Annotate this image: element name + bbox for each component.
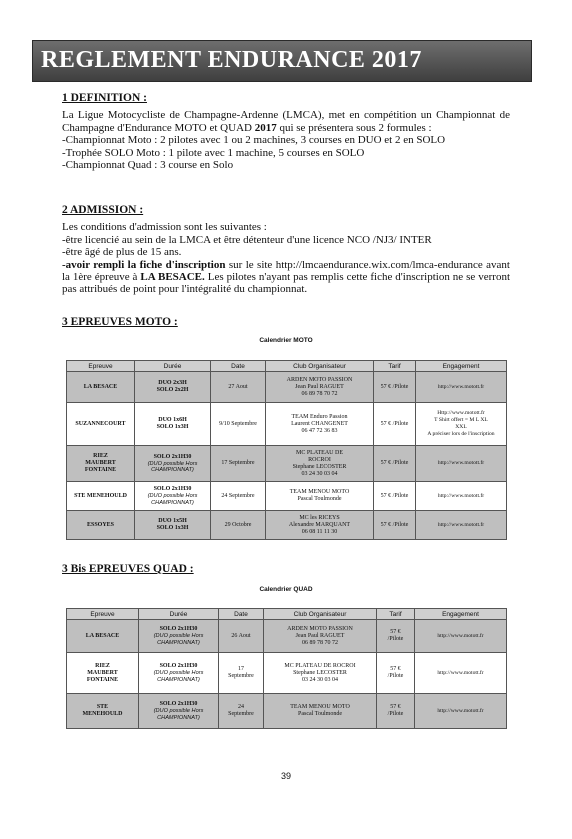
duree-note: (DUO possible Hors: [153, 633, 204, 640]
definition-intro: La Ligue Motocycliste de Champagne-Ardenne (LMCA), met en compétition un Championnat de Champagne d'Endurance MOTO et QUAD 2017 qui se présentera sous 2 formules :: [62, 109, 510, 134]
header-epreuve: Epreuve: [67, 361, 135, 372]
cell-engagement[interactable]: [416, 372, 507, 403]
cell-club-line: 06 47 72 36 83: [301, 427, 338, 434]
duree-note: (DUO possible Hors: [153, 708, 204, 715]
table-row: [67, 694, 507, 729]
cell-engagement-line: http://www.motott.fr: [437, 669, 484, 676]
cell-tarif: [377, 620, 415, 653]
duree-note: (DUO possible Hors: [147, 493, 198, 500]
header-epreuve: Epreuve: [67, 609, 139, 620]
duree-note: (DUO possible Hors: [147, 460, 198, 467]
moto-table-title: Calendrier MOTO: [259, 337, 313, 344]
definition-item: -Championnat Moto : 2 pilotes avec 1 ou 2 machines, 3 courses en DUO et 2 en SOLO: [62, 134, 446, 147]
cell-club-line: Stephane LECOSTER: [292, 463, 347, 470]
cell-club-line: TEAM MENOU MOTO: [290, 704, 350, 710]
cell-epreuve-line: MAUBERT: [85, 460, 116, 466]
header-tarif: Tarif: [374, 361, 416, 372]
cell-tarif-line: 57 € /Pilote: [380, 460, 409, 466]
cell-epreuve-line: ESSOYES: [86, 521, 114, 528]
cell-epreuve-line: MAUBERT: [87, 669, 118, 676]
cell-duree: [139, 620, 219, 653]
cell-epreuve-line: FONTAINE: [84, 467, 117, 473]
cell-epreuve: [67, 482, 135, 511]
cell-duree: [135, 372, 211, 403]
cell-date: [211, 511, 266, 540]
cell-duree: [139, 694, 219, 729]
cell-tarif: [377, 694, 415, 729]
cell-tarif: [374, 446, 416, 482]
admission-fiche: -avoir rempli la fiche d'inscription sur le site http://lmcaendurance.wix.com/lmca-endurance avant la 1ère épreuve à LA BESACE. Les pilotes n'ayant pas remplis cette fiche d'inscription ne se verront pas attribués de point pour l'intégralité du championnat.: [62, 258, 511, 296]
cell-club-line: Alexandre MARQUANT: [288, 521, 351, 528]
cell-club-line: Pascal Toulmonde: [298, 711, 342, 717]
cell-epreuve-line: RIEZ: [93, 453, 108, 459]
cell-engagement-line: XXL: [455, 424, 467, 430]
header-engagement: Engagement: [415, 609, 507, 620]
header-tarif: Tarif: [377, 609, 415, 620]
cell-epreuve-line: MENEHOULD: [82, 711, 123, 717]
cell-duree-line: SOLO 1x3H: [156, 525, 189, 531]
admission-line: -être âgé de plus de 15 ans.: [62, 246, 182, 259]
cell-club-line: ARDEN MOTO PASSION: [287, 625, 353, 632]
cell-epreuve-line: RIEZ: [95, 662, 110, 669]
cell-tarif-line: 57 €: [390, 629, 401, 635]
cell-duree-line: SOLO 2x1H30: [159, 701, 198, 708]
cell-club-line: MC les RICEYS: [299, 514, 340, 521]
definition-section: [62, 92, 510, 171]
table-header-row: [67, 361, 507, 372]
cell-tarif-line: 57 €: [390, 704, 401, 710]
cell-club: [266, 482, 374, 511]
cell-epreuve: [67, 446, 135, 482]
cell-date-line: 24: [238, 704, 244, 710]
moto-section: [62, 316, 510, 333]
cell-club-line: 03 24 30 03 04: [302, 676, 338, 683]
duree-note: CHAMPIONNAT): [157, 639, 200, 646]
cell-date-line: 24 Septembre: [221, 492, 255, 499]
cell-club-line: TEAM Enduro Passion: [291, 413, 348, 420]
duree-note: CHAMPIONNAT): [151, 467, 194, 473]
header-date: Date: [211, 361, 266, 372]
cell-engagement-line: http://www.motott.fr: [437, 460, 485, 466]
cell-date-line: 9/10 Septembre: [219, 420, 257, 427]
quad-table-title: Calendrier QUAD: [259, 586, 313, 593]
cell-date-line: 29 Octobre: [224, 521, 252, 528]
cell-club-line: 06 89 78 70 72: [301, 390, 338, 397]
cell-tarif-line: 57 € /Pilote: [380, 420, 409, 427]
cell-club-line: MC PLATEAU DE ROCROI: [284, 662, 356, 669]
table-row: [67, 403, 507, 446]
cell-engagement[interactable]: [416, 511, 507, 540]
cell-club: [266, 403, 374, 446]
cell-duree-line: SOLO 1x3H: [156, 424, 189, 430]
cell-engagement[interactable]: [415, 620, 507, 653]
cell-epreuve-line: STE: [96, 704, 109, 710]
cell-tarif: [377, 653, 415, 694]
cell-tarif-line: /Pilote: [387, 636, 404, 642]
cell-epreuve-line: LA BESACE: [83, 383, 118, 390]
cell-date-line: 17 Septembre: [221, 460, 255, 466]
cell-date-line: Septembre: [228, 673, 254, 679]
cell-duree-line: DUO 2x3H: [158, 380, 187, 386]
cell-epreuve: [67, 620, 139, 653]
cell-club-line: Jean Paul RAGUET: [295, 632, 345, 639]
cell-club-line: 06 08 11 11 30: [301, 528, 338, 535]
cell-duree: [135, 446, 211, 482]
cell-date: [219, 694, 264, 729]
cell-engagement-line: http://www.motott.fr: [437, 492, 485, 499]
cell-date: [211, 446, 266, 482]
table-row: [67, 511, 507, 540]
cell-engagement[interactable]: [416, 482, 507, 511]
header-date: Date: [219, 609, 264, 620]
cell-tarif-line: 57 € /Pilote: [380, 521, 409, 528]
cell-club-line: MC PLATEAU DE: [295, 449, 343, 456]
quad-section: [62, 563, 510, 580]
cell-club-line: ARDEN MOTO PASSION: [286, 376, 353, 383]
cell-tarif: [374, 482, 416, 511]
table-row: [67, 372, 507, 403]
duree-note: CHAMPIONNAT): [157, 676, 200, 683]
cell-engagement-line: http://www.motott.fr: [437, 707, 484, 714]
quad-calendar-table: [66, 608, 507, 729]
cell-club: [264, 694, 377, 729]
cell-epreuve-line: STE MENEHOULD: [74, 492, 127, 499]
admission-heading: 2 ADMISSION :: [62, 204, 144, 216]
duree-note: CHAMPIONNAT): [151, 499, 194, 506]
cell-date-line: 17: [238, 666, 244, 672]
header-duree: Durée: [135, 361, 211, 372]
cell-tarif: [374, 403, 416, 446]
cell-club: [266, 372, 374, 403]
cell-tarif-line: 57 €: [390, 666, 401, 672]
cell-club-line: Pascal Toulmonde: [297, 496, 342, 502]
cell-date: [219, 620, 264, 653]
header-engagement: Engagement: [416, 361, 507, 372]
cell-date: [211, 372, 266, 403]
header-club: Club Organisateur: [266, 361, 374, 372]
admission-section: [62, 204, 510, 296]
cell-date: [211, 403, 266, 446]
cell-date-line: 26 Aout: [231, 632, 251, 639]
cell-engagement-line: Http://www.motott.fr: [437, 410, 485, 416]
cell-duree: [139, 653, 219, 694]
admission-line: -être licencié au sein de la LMCA et être détenteur d'une licence NCO /NJ3/ INTER: [62, 233, 432, 246]
cell-date-line: Septembre: [228, 711, 254, 717]
cell-epreuve: [67, 403, 135, 446]
cell-date: [211, 482, 266, 511]
cell-tarif-line: 57 € /Pilote: [380, 492, 409, 499]
table-row: [67, 620, 507, 653]
page-title: REGLEMENT ENDURANCE 2017: [41, 47, 422, 73]
table-row: [67, 653, 507, 694]
duree-note: (DUO possible Hors: [153, 670, 204, 677]
cell-engagement[interactable]: [416, 403, 507, 446]
quad-heading: 3 Bis EPREUVES QUAD :: [62, 563, 194, 575]
cell-club-line: 03 24 30 03 04: [301, 470, 338, 477]
cell-tarif: [374, 372, 416, 403]
cell-duree-line: SOLO 2x1H30: [159, 663, 198, 670]
cell-date-line: 27 Aout: [228, 383, 248, 390]
cell-engagement[interactable]: [416, 446, 507, 482]
table-row: [67, 446, 507, 482]
cell-tarif-line: 57 € /Pilote: [380, 383, 409, 390]
cell-engagement-line: A préciser lors de l'inscription: [427, 431, 495, 437]
cell-duree: [135, 511, 211, 540]
cell-club-line: ROCROI: [308, 456, 331, 463]
cell-epreuve: [67, 653, 139, 694]
cell-club: [266, 511, 374, 540]
cell-duree-line: DUO 1x5H: [158, 518, 187, 524]
title-banner: [32, 40, 532, 82]
cell-club-line: Jean Paul RAGUET: [295, 383, 344, 390]
cell-tarif-line: /Pilote: [387, 711, 404, 717]
moto-calendar-table: [66, 360, 507, 540]
cell-engagement-line: http://www.motott.fr: [437, 521, 485, 528]
page-number: 39: [280, 771, 291, 781]
definition-heading: 1 DEFINITION :: [62, 92, 147, 104]
cell-club: [264, 620, 377, 653]
cell-epreuve: [67, 511, 135, 540]
cell-club: [266, 446, 374, 482]
cell-duree-line: SOLO 2x1H30: [153, 486, 192, 493]
cell-epreuve-line: SUZANNECOURT: [75, 420, 126, 427]
cell-tarif-line: /Pilote: [387, 673, 404, 679]
cell-epreuve-line: LA BESACE: [85, 632, 120, 639]
cell-engagement-line: T Shirt offert = M L XL: [434, 417, 488, 423]
table-header-row: [67, 609, 507, 620]
cell-duree-line: SOLO 2x2H: [156, 387, 189, 393]
cell-duree-line: DUO 1x6H: [158, 417, 187, 423]
header-duree: Durée: [139, 609, 219, 620]
cell-club-line: TEAM MENOU MOTO: [289, 489, 350, 495]
cell-duree: [135, 482, 211, 511]
cell-epreuve: [67, 372, 135, 403]
definition-item: -Championnat Quad : 3 course en Solo: [62, 159, 234, 172]
table-row: [67, 482, 507, 511]
cell-tarif: [374, 511, 416, 540]
cell-club-line: 06 89 78 70 72: [302, 639, 338, 646]
moto-heading: 3 EPREUVES MOTO :: [62, 316, 178, 328]
cell-engagement-line: http://www.motott.fr: [437, 632, 484, 639]
admission-line: Les conditions d'admission sont les suivantes :: [62, 221, 267, 234]
cell-club-line: Stephane LECOSTER: [293, 669, 347, 676]
cell-duree-line: SOLO 2x1H30: [153, 453, 192, 460]
cell-engagement-line: http://www.motott.fr: [437, 383, 485, 390]
cell-engagement[interactable]: [415, 694, 507, 729]
cell-engagement[interactable]: [415, 653, 507, 694]
header-club: Club Organisateur: [264, 609, 377, 620]
duree-note: CHAMPIONNAT): [157, 714, 200, 721]
cell-epreuve: [67, 694, 139, 729]
cell-club: [264, 653, 377, 694]
cell-duree: [135, 403, 211, 446]
definition-item: -Trophée SOLO Moto : 1 pilote avec 1 machine, 5 courses en SOLO: [62, 146, 365, 159]
cell-epreuve-line: FONTAINE: [86, 676, 119, 683]
cell-duree-line: SOLO 2x1H30: [159, 626, 198, 633]
cell-date: [219, 653, 264, 694]
cell-club-line: Laurent CHANGENET: [291, 420, 348, 427]
